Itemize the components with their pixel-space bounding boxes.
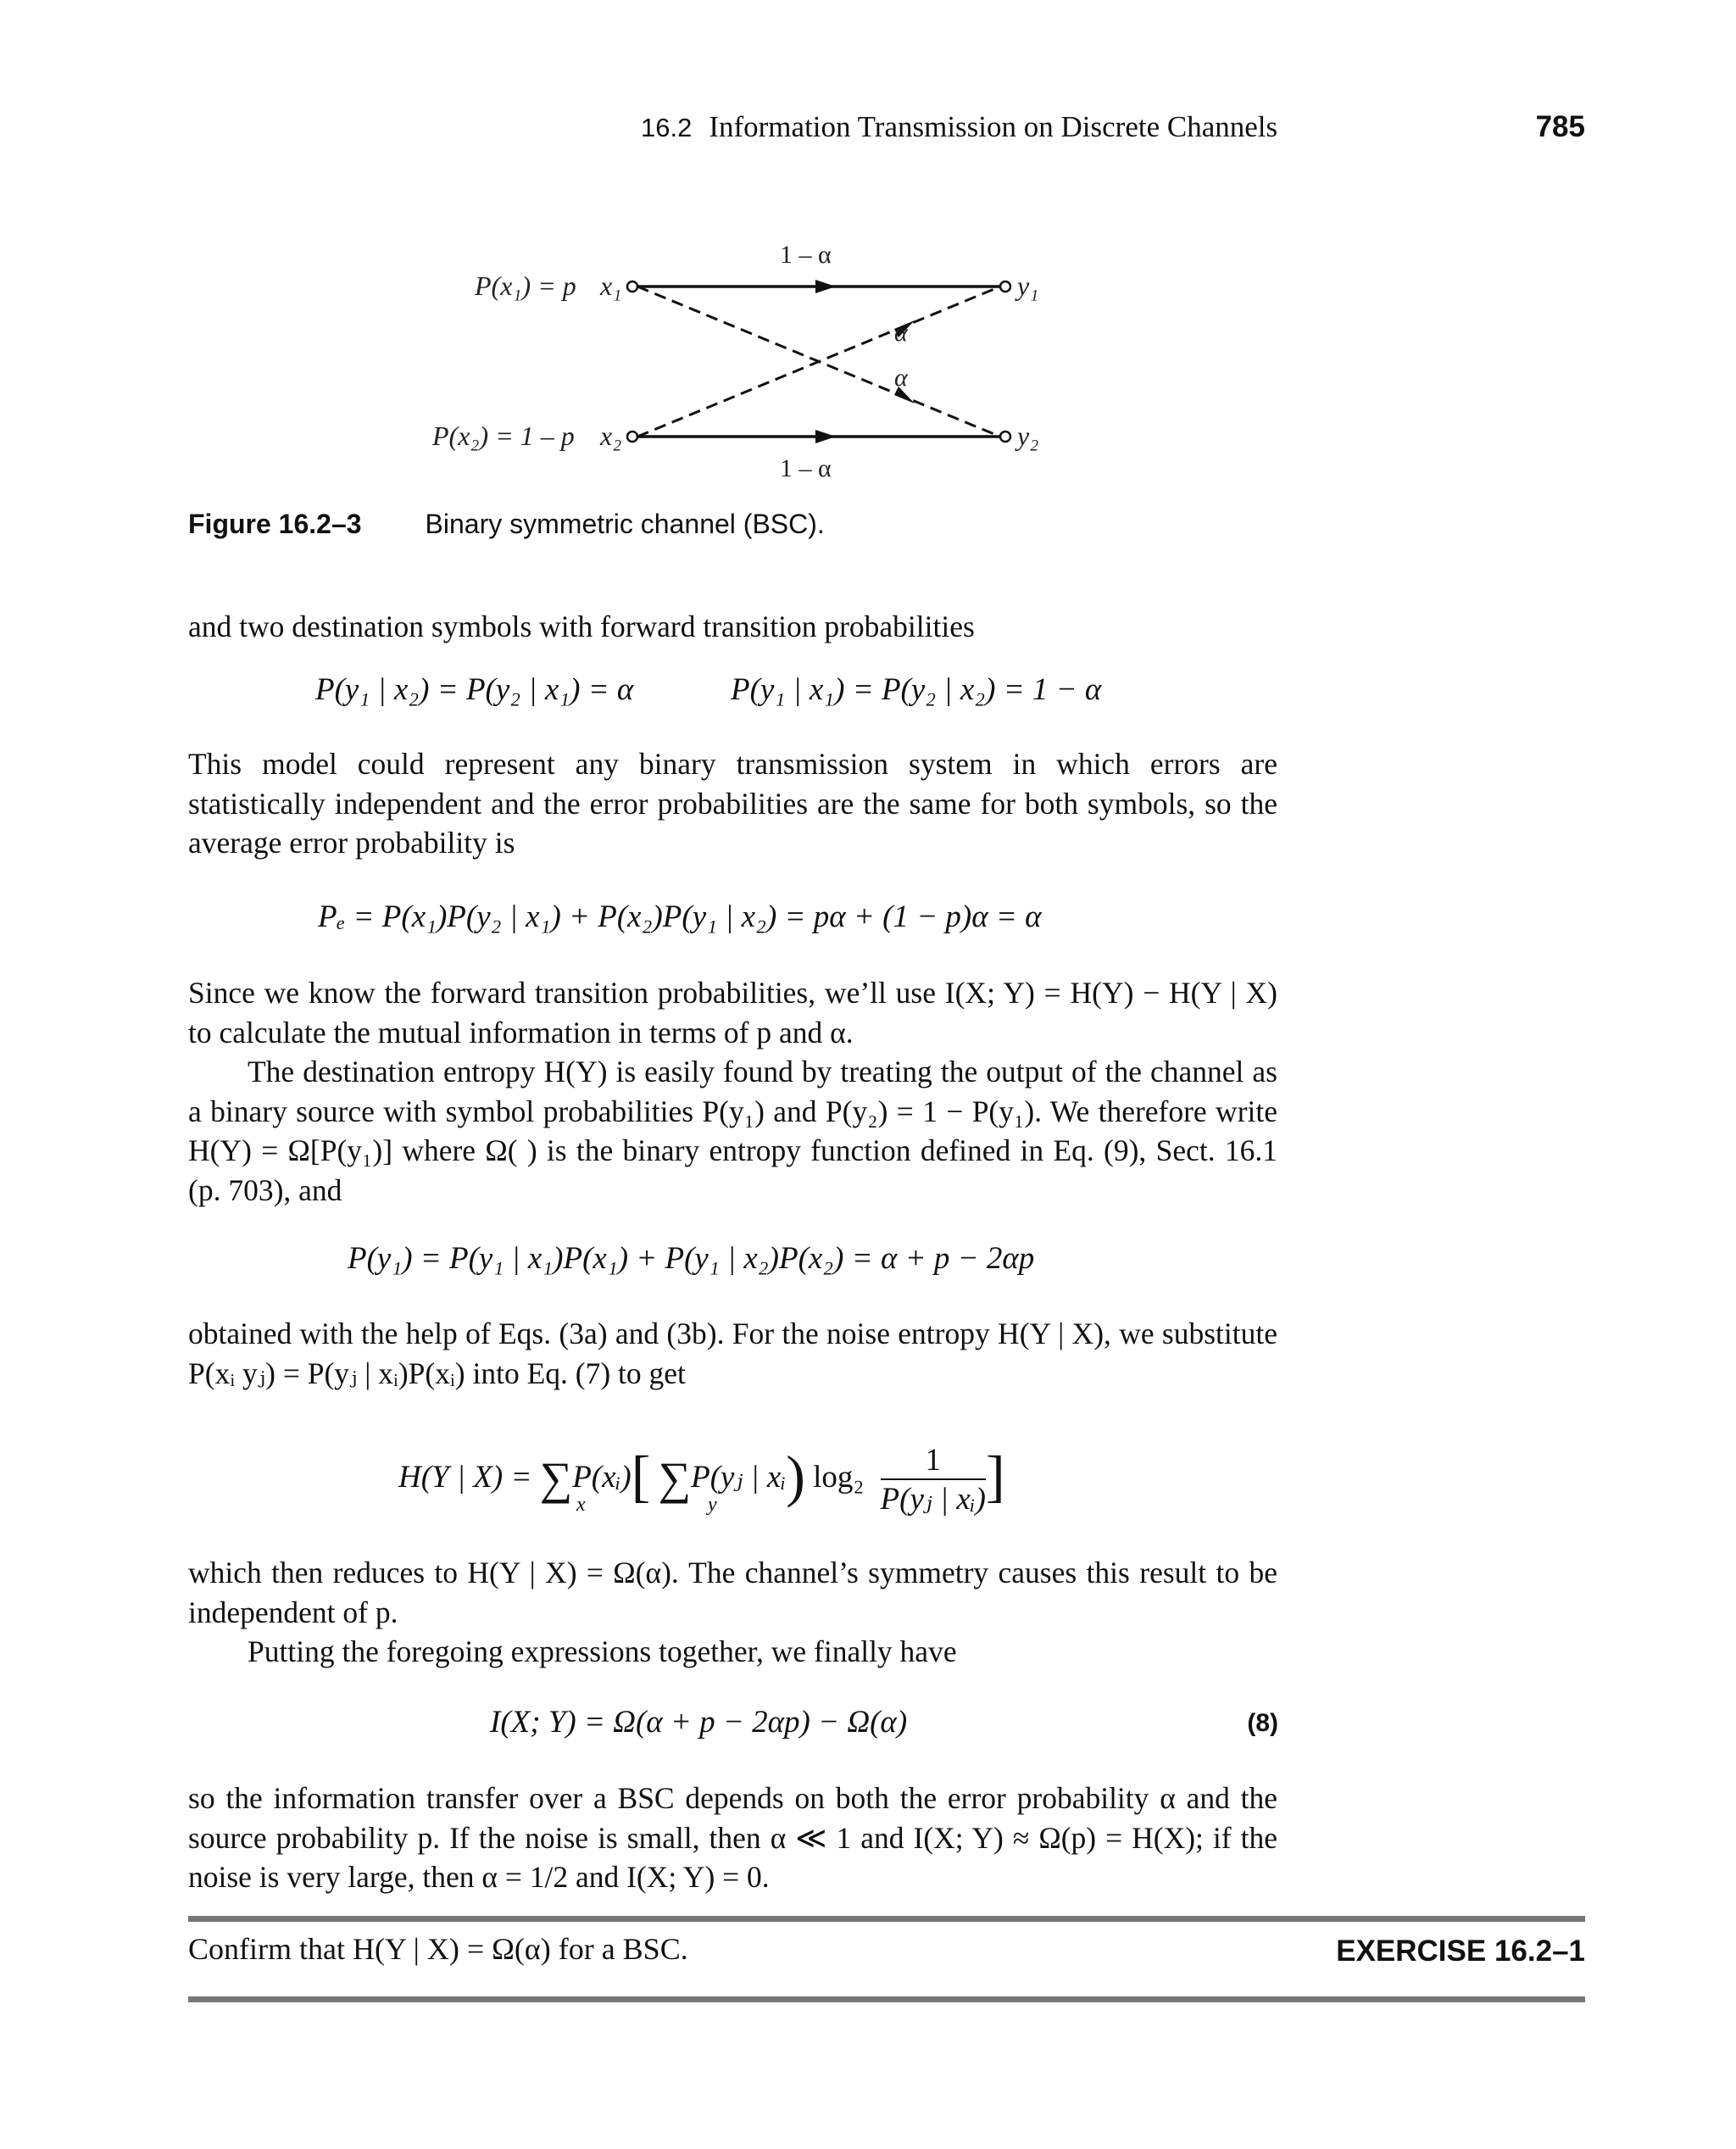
closing-bracket: ] xyxy=(985,1444,1005,1508)
figure-label: Figure 16.2–3 xyxy=(188,509,362,539)
exercise-top-rule xyxy=(188,1916,1585,1922)
node-y2 xyxy=(1000,431,1010,442)
equation-1a: P(y₁ | x₂) = P(y₂ | x₁) = α xyxy=(315,672,634,707)
paragraph-3: Since we know the forward transition probabilities, we’ll use I(X; Y) = H(Y) − H(Y | X) to calculate the mutual information in terms of p and α. xyxy=(188,976,1277,1049)
node-x1 xyxy=(627,281,637,292)
equation-forward-cross xyxy=(315,671,633,708)
equation-5: I(X; Y) = Ω(α + p − 2αp) − Ω(α) xyxy=(490,1705,908,1740)
page-number: 785 xyxy=(1535,110,1585,143)
exercise-text: Confirm that H(Y | X) = Ω(α) for a BSC. xyxy=(188,1932,688,1966)
paragraph-8: so the information transfer over a BSC depends on both the error probability α and the source probability p. If the noise is small, then α ≪ 1 and I(X; Y) ≈ Ω(p) = H(X); if the noise is very large, then α = 1/2 and I(X; Y) = 0. xyxy=(188,1781,1277,1894)
figure-caption xyxy=(188,509,825,540)
paragraph-7: Putting the foregoing expressions together, we finally have xyxy=(248,1634,957,1668)
equation-4-lhs: H(Y | X) = xyxy=(398,1460,532,1495)
sum-y-icon: ∑ xyxy=(658,1453,692,1504)
label-p-x2: P(x₂) = 1 – p xyxy=(432,420,575,451)
arrow-top-icon xyxy=(815,280,836,293)
equation-1b: P(y₁ | x₁) = P(y₂ | x₂) = 1 − α xyxy=(731,672,1102,707)
paragraph-5: obtained with the help of Eqs. (3a) and (3b). For the noise entropy H(Y | X), we substitute P(xᵢ yⱼ) = P(yⱼ | xᵢ)P(xᵢ) into Eq. (7) to get xyxy=(188,1317,1277,1390)
equation-noise-entropy xyxy=(398,1434,1005,1517)
equation-4-log: log₂ xyxy=(813,1460,865,1495)
fraction-denominator: P(yⱼ | xᵢ) xyxy=(880,1482,986,1517)
equation-4-px: P(xᵢ) xyxy=(572,1460,632,1495)
label-x2: x₂ xyxy=(600,420,622,451)
label-bottom-prob: 1 – α xyxy=(780,454,832,482)
equation-3: P(y₁) = P(y₁ | x₁)P(x₁) + P(y₁ | x₂)P(x₂) = α + p − 2αp xyxy=(348,1241,1035,1276)
section-number: 16.2 xyxy=(641,113,693,142)
equation-forward-direct xyxy=(731,671,1101,708)
sum-y-subscript: y xyxy=(708,1494,717,1516)
equation-mutual-information xyxy=(490,1704,907,1740)
fraction-numerator: 1 xyxy=(881,1442,986,1480)
sum-x-icon: ∑ xyxy=(539,1453,573,1504)
exercise-bottom-rule xyxy=(188,1996,1585,2002)
label-y2: y₂ xyxy=(1017,420,1039,451)
equation-error-probability xyxy=(318,899,1042,935)
left-bracket: [ xyxy=(631,1444,651,1508)
figure-caption-text: Binary symmetric channel (BSC). xyxy=(425,509,825,539)
equation-py1 xyxy=(348,1240,1034,1277)
equation-4-pyx: P(yⱼ | xᵢ xyxy=(691,1460,787,1495)
sum-x-subscript: x xyxy=(576,1494,586,1516)
label-top-prob: 1 – α xyxy=(780,241,832,269)
paragraph-6: which then reduces to H(Y | X) = Ω(α). The channel’s symmetry causes this result to be independent of p. xyxy=(188,1556,1277,1629)
running-head xyxy=(641,110,1277,144)
label-cross-alpha-1: α xyxy=(894,319,908,347)
paragraph-1: and two destination symbols with forward transition probabilities xyxy=(188,610,975,643)
node-y1 xyxy=(1000,281,1010,292)
label-y1: y₁ xyxy=(1017,270,1039,301)
equation-2: Pₑ = P(x₁)P(y₂ | x₁) + P(x₂)P(y₁ | x₂) = pα + (1 − p)α = α xyxy=(318,899,1042,934)
arrow-bottom-icon xyxy=(815,430,836,443)
exercise-label: EXERCISE 16.2–1 xyxy=(1336,1935,1585,1968)
paragraph-4: The destination entropy H(Y) is easily found by treating the output of the channel as a binary source with symbol probabilities P(y₁) and P(y₂) = 1 − P(y₁). We therefore write H(Y) = Ω[P(y₁)] where Ω( ) is the binary entropy function defined in Eq. (9), Sect. 16.1 (p. 703), and xyxy=(188,1055,1277,1207)
paragraph-2: This model could represent any binary transmission system in which errors are statistically independent and the error probabilities are the same for both symbols, so the average error probability is xyxy=(188,747,1277,860)
right-paren: ) xyxy=(786,1444,805,1508)
label-p-x1: P(x₁) = p xyxy=(475,270,576,301)
fraction xyxy=(881,1442,986,1517)
label-x1: x₁ xyxy=(600,270,622,301)
label-cross-alpha-2: α xyxy=(894,364,908,392)
node-x2 xyxy=(627,431,637,442)
bsc-diagram xyxy=(407,229,1085,500)
section-title: Information Transmission on Discrete Channels xyxy=(709,110,1278,143)
equation-number: (8) xyxy=(1247,1709,1278,1737)
